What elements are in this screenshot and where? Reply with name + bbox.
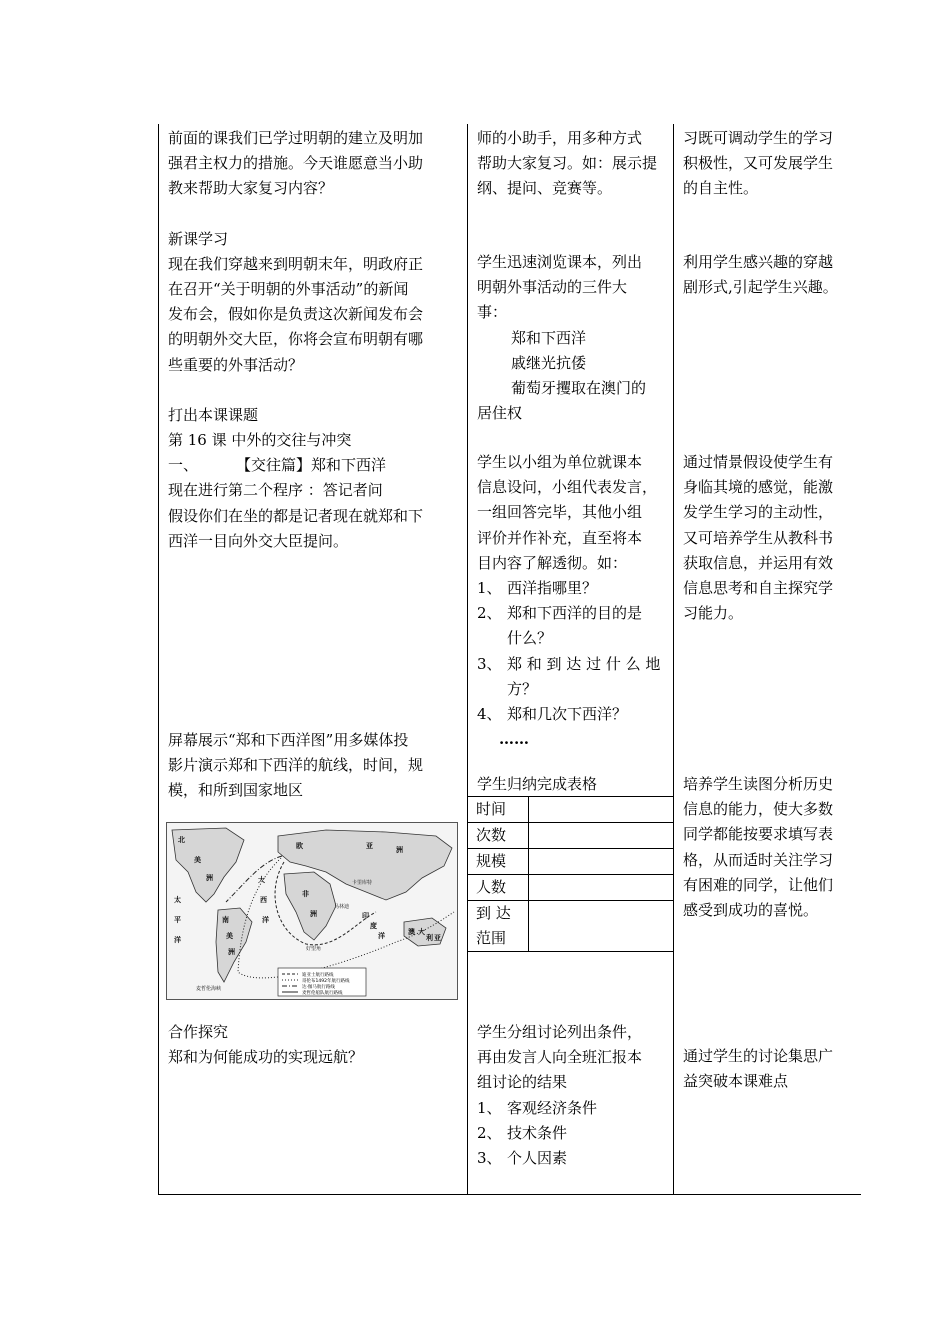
intent-line: 又可培养学生从教科书 (683, 528, 834, 547)
map-label: 北 (178, 836, 185, 844)
map-label: 洋 (262, 916, 269, 924)
intent-line: 感受到成功的喜悦。 (683, 901, 819, 920)
intent-block (683, 1044, 853, 1094)
intent-line: 身临其境的感觉，能激 (683, 478, 834, 497)
condition-number: 1、 (477, 1098, 502, 1117)
map-label: 美 (226, 932, 233, 940)
design-intent-column (683, 126, 853, 202)
program-line: 现在进行第二个程序 ：答记者问 (168, 481, 383, 500)
map-label: 洲 (228, 948, 235, 956)
question-text-cont: 什么？ (507, 629, 553, 648)
intent-line: 有困难的同学，让他们 (683, 875, 834, 894)
map-label: 平 (174, 916, 181, 924)
intent-line: 通过情景假设使学生有 (683, 453, 834, 471)
ellipsis: …… (499, 730, 529, 749)
map-label: 西 (260, 896, 267, 904)
question-item (477, 576, 667, 601)
map-label: 非 (302, 890, 309, 898)
map-place-label: 麦哲伦海峡 (196, 986, 222, 992)
discuss-line: 再由发言人向全班汇报本 (477, 1048, 643, 1067)
map-label: 澳 (408, 928, 415, 936)
intent-line: 积极性，又可发展学生 (683, 154, 834, 173)
map-label: 洋 (378, 932, 385, 940)
browse-line: 学生迅速浏览课本，列出 (477, 253, 643, 271)
map-label: 度 (370, 922, 377, 930)
event-item-tail: 居住权 (477, 404, 523, 423)
condition-item (477, 1146, 667, 1171)
intent-line: 信息思考和自主探究学 (683, 579, 834, 598)
table-row (468, 796, 673, 822)
map-label: 洲 (310, 910, 317, 918)
screen-line: 屏幕展示“郑和下西洋图”用多媒体投 (168, 731, 409, 749)
group-line: 评价并作补充，直至将本 (477, 528, 643, 547)
column-divider-2 (673, 124, 674, 1195)
question-item (477, 601, 667, 626)
intent-line: 利用学生感兴趣的穿越 (683, 253, 834, 271)
section-heading: 新课学习 (168, 229, 229, 248)
map-label: 利 (426, 934, 433, 942)
event-item: 戚继光抗倭 (511, 353, 587, 372)
student-activity-column (477, 126, 667, 202)
intent-line: 通过学生的讨论集思广 (683, 1047, 834, 1065)
legend-item: 迪亚士航行路线 (302, 973, 334, 978)
discuss-line: 学生分组讨论列出条件， (477, 1023, 643, 1041)
question-number: 4、 (477, 705, 502, 724)
intent-block (683, 450, 853, 626)
intent-line: 发学生学习的主动性， (683, 503, 834, 522)
press-line: 西洋一目向外交大臣提问。 (168, 531, 349, 550)
world-map-figure (166, 822, 458, 1000)
scenario-line: 些重要的外事活动？ (168, 355, 304, 374)
part-one-title: 【交往篇】郑和下西洋 (236, 456, 387, 475)
part-one-heading (168, 453, 458, 478)
condition-number: 3、 (477, 1149, 502, 1168)
lesson-plan-table (158, 124, 861, 1195)
group-line: 目内容了解透彻。如： (477, 553, 628, 572)
map-label: 欧 (296, 842, 303, 850)
intro-line: 教来帮助大家复习内容？ (168, 179, 334, 198)
map-place-label: 好望角 (306, 946, 322, 952)
legend-item: 麦哲伦船队航行路线 (302, 991, 343, 996)
coop-heading: 合作探究 (168, 1023, 229, 1041)
screen-line: 模，和所到国家地区 (168, 781, 304, 800)
condition-text: 个人因素 (507, 1149, 568, 1168)
summary-fill-table (468, 796, 673, 952)
lesson-title: 第 16 课 中外的交往与冲突 (168, 431, 352, 450)
question-text: 西洋指哪里？ (507, 579, 598, 598)
map-instruction (168, 728, 458, 804)
intent-line: 习既可调动学生的学习 (683, 129, 834, 147)
question-item (477, 652, 667, 677)
discussion-block (477, 1020, 667, 1171)
browse-line: 事： (477, 303, 508, 322)
question-text: 郑和几次下西洋？ (507, 705, 628, 724)
intent-line: 获取信息，并运用有效 (683, 553, 834, 572)
intent-line: 格，从而适时关注学习 (683, 850, 834, 869)
assist-line: 帮助大家复习。如：展示提 (477, 154, 658, 173)
table-intro-text: 学生归纳完成表格 (477, 775, 598, 793)
condition-text: 客观经济条件 (507, 1098, 598, 1117)
event-item: 郑和下西洋 (511, 328, 587, 347)
teacher-activity-column (168, 126, 458, 554)
question-text-cont: 方？ (507, 679, 538, 698)
map-label: 洋 (174, 936, 181, 944)
question-item (477, 702, 667, 727)
condition-text: 技术条件 (507, 1123, 568, 1142)
group-question-block (477, 450, 667, 752)
intent-block (683, 772, 853, 923)
row-label: 到 达 范围 (476, 904, 511, 947)
intent-block (683, 250, 853, 300)
intent-line: 剧形式,引起学生兴趣。 (683, 278, 838, 297)
question-number: 2、 (477, 604, 502, 623)
intent-line: 信息的能力，使大多数 (683, 800, 834, 819)
legend-item: 哥伦布1492年航行路线 (302, 979, 350, 984)
map-label: 洲 (396, 846, 403, 854)
group-line: 一组回答完毕，其他小组 (477, 503, 643, 522)
map-place-label: 卡里库特 (352, 880, 373, 886)
table-row (468, 822, 673, 848)
map-label: 大 (418, 928, 425, 936)
press-line: 假设你们在坐的都是记者现在就郑和下 (168, 506, 424, 525)
intro-line: 强君主权力的措施。今天谁愿意当小助 (168, 154, 424, 173)
table-border-bottom (158, 1194, 861, 1195)
map-label: 南 (222, 916, 229, 924)
intent-line: 习能力。 (683, 604, 744, 623)
browse-block (477, 250, 667, 426)
question-number: 1、 (477, 579, 502, 598)
map-label: 亚 (366, 842, 373, 850)
condition-item (477, 1121, 667, 1146)
scenario-line: 的明朝外交大臣，你将会宣布明朝有哪 (168, 330, 424, 349)
browse-line: 明朝外事活动的三件大 (477, 278, 628, 297)
map-label: 印 (362, 912, 369, 920)
intent-line: 培养学生读图分析历史 (683, 775, 834, 793)
intent-line: 的自主性。 (683, 179, 759, 198)
table-row (468, 900, 673, 952)
topic-intro: 打出本课课题 (168, 405, 259, 424)
map-label: 美 (194, 856, 201, 864)
question-number: 3、 (477, 654, 502, 673)
condition-item (477, 1096, 667, 1121)
intent-line: 同学都能按要求填写表 (683, 825, 834, 844)
scenario-line: 发布会，假如你是负责这次新闻发布会 (168, 305, 424, 324)
cooperative-inquiry (168, 1020, 458, 1070)
group-line: 学生以小组为单位就课本 (477, 453, 643, 471)
condition-number: 2、 (477, 1123, 502, 1142)
map-label: 洲 (206, 874, 213, 882)
row-label: 次数 (476, 826, 507, 844)
table-row (468, 874, 673, 900)
map-label: 大 (258, 876, 265, 884)
scenario-line: 现在我们穿越来到明朝末年，明政府正 (168, 254, 424, 273)
question-text: 郑 和 到 达 过 什 么 地 (507, 654, 661, 673)
table-row (468, 848, 673, 874)
column-divider-1 (467, 124, 468, 1195)
intro-line: 前面的课我们已学过明朝的建立及明加 (168, 129, 424, 147)
assist-line: 师的小助手，用多种方式 (477, 129, 643, 147)
coop-question: 郑和为何能成功的实现远航？ (168, 1048, 364, 1067)
table-border-left (158, 124, 159, 1195)
scenario-line: 在召开“关于明朝的外事活动”的新闻 (168, 280, 409, 299)
zheng-he-voyage-map (166, 822, 458, 1000)
table-intro (477, 772, 667, 797)
legend-item: 达·伽马航行路线 (302, 985, 335, 990)
part-one-number: 一、 (168, 456, 199, 475)
assist-line: 纲、提问、竞赛等。 (477, 179, 613, 198)
event-item: 葡萄牙攫取在澳门的 (511, 379, 647, 398)
map-label: 亚 (434, 934, 441, 942)
question-text: 郑和下西洋的目的是 (507, 604, 643, 623)
screen-line: 影片演示郑和下西洋的航线，时间，规 (168, 756, 424, 775)
map-label: 太 (174, 896, 181, 904)
map-place-label: 马林迪 (334, 904, 350, 910)
row-label: 时间 (476, 800, 507, 818)
intent-line: 益突破本课难点 (683, 1072, 789, 1091)
group-line: 信息设问，小组代表发言， (477, 478, 658, 497)
row-label: 人数 (476, 878, 507, 896)
discuss-line: 组讨论的结果 (477, 1073, 568, 1092)
row-label: 规模 (476, 852, 507, 870)
